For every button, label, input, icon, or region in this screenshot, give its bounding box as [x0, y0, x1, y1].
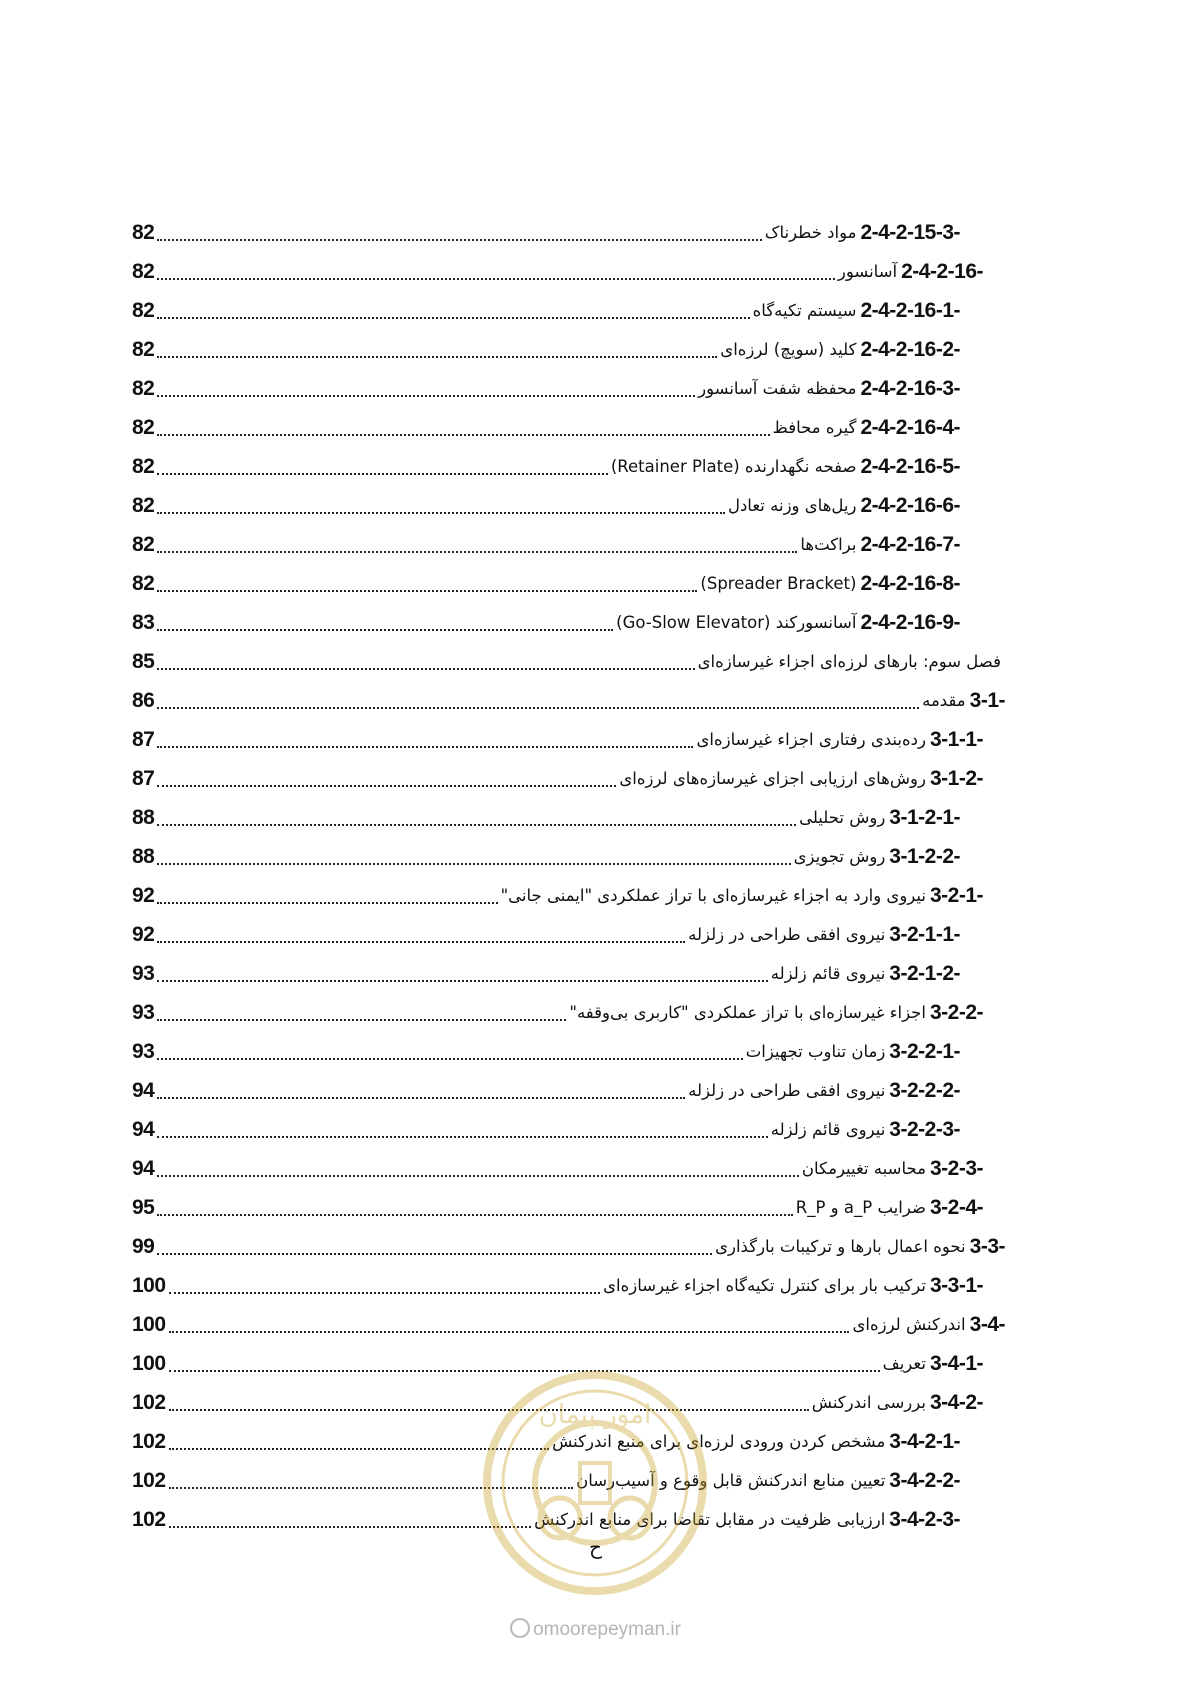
toc-row [0, 876, 1191, 915]
toc-entry[interactable] [132, 1032, 960, 1071]
toc-row [0, 1071, 1191, 1110]
toc-page-number: 100 [132, 1312, 166, 1336]
toc-page-number: 82 [132, 493, 155, 517]
toc-number: 3-2-1-2- [889, 961, 960, 985]
toc-page-number: 102 [132, 1429, 166, 1453]
toc-number: 2-4-2-16-5- [860, 454, 960, 478]
toc-entry[interactable] [132, 447, 960, 486]
toc-entry[interactable] [132, 837, 960, 876]
toc-row [0, 993, 1191, 1032]
toc-page-number: 82 [132, 454, 155, 478]
toc-number: 3-2-2-2- [889, 1078, 960, 1102]
toc-page-number: 87 [132, 727, 155, 751]
toc-number: 2-4-2-16-7- [860, 532, 960, 556]
toc-title: نیروی قائم زلزله [770, 964, 886, 983]
toc-row [0, 447, 1191, 486]
at-icon [510, 1618, 530, 1638]
toc-entry[interactable] [132, 1266, 983, 1305]
toc-number: 3-4-2-3- [889, 1507, 960, 1531]
toc-page-number: 93 [132, 1039, 155, 1063]
toc-page-number: 85 [132, 649, 155, 673]
toc-page-number: 93 [132, 1000, 155, 1024]
dot-leader [157, 980, 767, 982]
toc-entry[interactable] [132, 564, 960, 603]
dot-leader [157, 434, 769, 436]
toc-page-number: 102 [132, 1507, 166, 1531]
toc-row [0, 330, 1191, 369]
page-number: ح [589, 1535, 602, 1559]
toc-entry[interactable] [132, 291, 960, 330]
dot-leader [157, 317, 749, 319]
toc-entry[interactable] [132, 759, 983, 798]
toc-row [0, 486, 1191, 525]
dot-leader [169, 1292, 601, 1294]
toc-entry[interactable] [132, 252, 983, 291]
toc-title: نیروی قائم زلزله [770, 1120, 886, 1139]
toc-entry[interactable] [132, 798, 960, 837]
toc-entry[interactable] [132, 369, 960, 408]
toc-title: تعیین منابع اندرکنش قابل وقوع و آسیب‌رسان [576, 1471, 886, 1490]
dot-leader [157, 239, 761, 241]
toc-title: بررسی اندرکنش [811, 1393, 926, 1412]
toc-entry[interactable] [132, 954, 960, 993]
toc-entry[interactable] [132, 603, 960, 642]
toc-number: 3-1- [969, 688, 1005, 712]
toc-page-number: 92 [132, 922, 155, 946]
toc-title: نحوه اعمال بارها و ترکیبات بارگذاری [715, 1237, 966, 1256]
watermark-site-text: omoorepeyman.ir [533, 1619, 681, 1640]
dot-leader [157, 1175, 798, 1177]
toc-title: نیروی وارد به اجزاء غیرسازه‌ای با تراز عملکردی "ایمنی جانی" [500, 886, 926, 905]
toc-title: گیره محافظ [772, 418, 857, 437]
dot-leader [169, 1331, 850, 1333]
dot-leader [157, 356, 717, 358]
watermark-seal-icon [480, 1368, 710, 1598]
toc-number: 3-4- [969, 1312, 1005, 1336]
toc-page-number: 94 [132, 1156, 155, 1180]
toc-number: 3-2-4- [929, 1195, 983, 1219]
toc-row [0, 1227, 1191, 1266]
toc-page-number: 87 [132, 766, 155, 790]
dot-leader [157, 512, 725, 514]
toc-row [0, 954, 1191, 993]
dot-leader [157, 902, 497, 904]
dot-leader [157, 395, 695, 397]
toc-row [0, 681, 1191, 720]
toc-row [0, 1266, 1191, 1305]
toc-row [0, 291, 1191, 330]
toc-page-number: 82 [132, 571, 155, 595]
toc-title: رده‌بندی رفتاری اجزاء غیرسازه‌ای [696, 730, 926, 749]
toc-number: 3-1-2- [929, 766, 983, 790]
toc-page-number: 86 [132, 688, 155, 712]
toc-title: آسانسورکند (Go-Slow Elevator) [616, 613, 857, 632]
toc-row [0, 798, 1191, 837]
dot-leader [157, 1058, 742, 1060]
toc-title: محاسبه تغییرمکان [801, 1159, 926, 1178]
toc-title: ضرایب a_P و R_P [795, 1198, 926, 1217]
toc-entry[interactable] [132, 486, 960, 525]
toc-page-number: 82 [132, 298, 155, 322]
toc-number: 3-4-2- [929, 1390, 983, 1414]
toc-page-number: 92 [132, 883, 155, 907]
toc-entry[interactable] [132, 330, 960, 369]
toc-title: اندرکنش لرزه‌ای [852, 1315, 966, 1334]
toc-page-number: 88 [132, 805, 155, 829]
toc-number: 3-3- [969, 1234, 1005, 1258]
toc-number: 2-4-2-16-4- [860, 415, 960, 439]
dot-leader [157, 746, 693, 748]
dot-leader [157, 590, 697, 592]
dot-leader [157, 785, 616, 787]
toc-page-number: 94 [132, 1117, 155, 1141]
toc-entry[interactable] [132, 213, 960, 252]
toc-number: 3-3-1- [929, 1273, 983, 1297]
toc-row [0, 564, 1191, 603]
toc-page-number: 94 [132, 1078, 155, 1102]
toc-page-number: 82 [132, 337, 155, 361]
toc-row [0, 1149, 1191, 1188]
toc-number: 2-4-2-16- [901, 259, 983, 283]
toc-page-number: 102 [132, 1390, 166, 1414]
dot-leader [157, 1253, 712, 1255]
dot-leader [157, 1097, 685, 1099]
toc-entry[interactable] [132, 408, 960, 447]
dot-leader [157, 941, 685, 943]
toc-number: 2-4-2-16-3- [860, 376, 960, 400]
toc-entry[interactable] [132, 876, 983, 915]
toc-row [0, 603, 1191, 642]
toc-entry[interactable] [132, 1305, 1005, 1344]
toc-title: (Spreader Bracket) [700, 574, 857, 593]
toc-title: اجزاء غیرسازه‌ای با تراز عملکردی "کاربری بی‌وقفه" [569, 1003, 926, 1022]
toc-entry[interactable] [132, 1227, 1005, 1266]
dot-leader [157, 1136, 767, 1138]
dot-leader [157, 551, 797, 553]
toc-page-number: 95 [132, 1195, 155, 1219]
toc-entry[interactable] [132, 642, 1005, 681]
dot-leader [157, 863, 790, 865]
toc-row [0, 369, 1191, 408]
toc-title: سیستم تکیه‌گاه [752, 301, 857, 320]
toc-title: روش تحلیلی [799, 808, 886, 827]
toc-row [0, 1188, 1191, 1227]
dot-leader [157, 824, 796, 826]
toc-entry[interactable] [132, 720, 983, 759]
svg-text:امور پیمان: امور پیمان [538, 1400, 652, 1430]
toc-row [0, 213, 1191, 252]
toc-number: 3-1-1- [929, 727, 983, 751]
toc-page-number: 100 [132, 1273, 166, 1297]
dot-leader [169, 1526, 532, 1528]
toc-page-number: 88 [132, 844, 155, 868]
toc-title: روش تجویزی [793, 847, 886, 866]
toc-row [0, 252, 1191, 291]
toc-number: 3-4-2-2- [889, 1468, 960, 1492]
toc-entry[interactable] [132, 525, 960, 564]
toc-title: مقدمه [922, 691, 966, 710]
toc-number: 2-4-2-16-9- [860, 610, 960, 634]
toc-title: کلید (سویچ) لرزه‌ای [720, 340, 857, 359]
toc-entry[interactable] [132, 1188, 983, 1227]
toc-page-number: 82 [132, 415, 155, 439]
dot-leader [157, 1214, 792, 1216]
toc-number: 3-2-1-1- [889, 922, 960, 946]
toc-entry[interactable] [132, 993, 983, 1032]
toc-title: فصل سوم: بارهای لرزه‌ای اجزاء غیرسازه‌ای [697, 652, 1001, 671]
table-of-contents [0, 213, 1191, 1539]
toc-row [0, 837, 1191, 876]
toc-entry[interactable] [132, 1149, 983, 1188]
toc-number: 3-2-2-1- [889, 1039, 960, 1063]
toc-page-number: 82 [132, 220, 155, 244]
toc-title: تعریف [882, 1354, 926, 1373]
toc-page-number: 99 [132, 1234, 155, 1258]
toc-row [0, 1032, 1191, 1071]
toc-row [0, 720, 1191, 759]
toc-row [0, 525, 1191, 564]
toc-number: 3-4-2-1- [889, 1429, 960, 1453]
dot-leader [157, 707, 919, 709]
toc-page-number: 100 [132, 1351, 166, 1375]
toc-number: 3-2-3- [929, 1156, 983, 1180]
toc-number: 3-2-1- [929, 883, 983, 907]
toc-title: محفظه شفت آسانسور [698, 379, 857, 398]
toc-entry[interactable] [132, 1110, 960, 1149]
toc-row [0, 642, 1191, 681]
dot-leader [157, 629, 613, 631]
toc-number: 2-4-2-16-6- [860, 493, 960, 517]
toc-page-number: 83 [132, 610, 155, 634]
toc-number: 3-4-1- [929, 1351, 983, 1375]
toc-number: 3-2-2-3- [889, 1117, 960, 1141]
toc-title: ارزیابی ظرفیت در مقابل تقاضا برای منابع اندرکنش [534, 1510, 886, 1529]
toc-number: 2-4-2-16-1- [860, 298, 960, 322]
dot-leader [157, 1019, 566, 1021]
toc-number: 3-2-2- [929, 1000, 983, 1024]
toc-title: براکت‌ها [800, 535, 857, 554]
toc-page-number: 82 [132, 376, 155, 400]
toc-page-number: 93 [132, 961, 155, 985]
dot-leader [157, 473, 608, 475]
toc-number: 3-1-2-2- [889, 844, 960, 868]
toc-title: مشخص کردن ورودی لرزه‌ای برای منبع اندرکنش [552, 1432, 886, 1451]
toc-row [0, 759, 1191, 798]
toc-page-number: 82 [132, 259, 155, 283]
dot-leader [157, 668, 694, 670]
toc-title: نیروی افقی طراحی در زلزله [688, 925, 886, 944]
toc-title: ریل‌های وزنه تعادل [727, 496, 857, 515]
toc-entry[interactable] [132, 681, 1005, 720]
toc-entry[interactable] [132, 1071, 960, 1110]
toc-number: 2-4-2-16-2- [860, 337, 960, 361]
toc-row [0, 408, 1191, 447]
toc-title: زمان تناوب تجهیزات [745, 1042, 886, 1061]
toc-title: آسانسور [837, 262, 898, 281]
toc-page-number: 82 [132, 532, 155, 556]
toc-page-number: 102 [132, 1468, 166, 1492]
toc-entry[interactable] [132, 915, 960, 954]
toc-row [0, 915, 1191, 954]
dot-leader [157, 278, 835, 280]
toc-number: 2-4-2-15-3- [860, 220, 960, 244]
watermark-site [0, 1618, 1191, 1641]
toc-number: 2-4-2-16-8- [860, 571, 960, 595]
toc-number: 3-1-2-1- [889, 805, 960, 829]
toc-title: مواد خطرناک [764, 223, 857, 242]
toc-title: صفحه نگهدارنده (Retainer Plate) [610, 457, 857, 476]
toc-row [0, 1110, 1191, 1149]
toc-title: نیروی افقی طراحی در زلزله [688, 1081, 886, 1100]
toc-title: روش‌های ارزیابی اجزای غیرسازه‌های لرزه‌ای [619, 769, 926, 788]
toc-title: ترکیب بار برای کنترل تکیه‌گاه اجزاء غیرسازه‌ای [603, 1276, 926, 1295]
toc-row [0, 1305, 1191, 1344]
